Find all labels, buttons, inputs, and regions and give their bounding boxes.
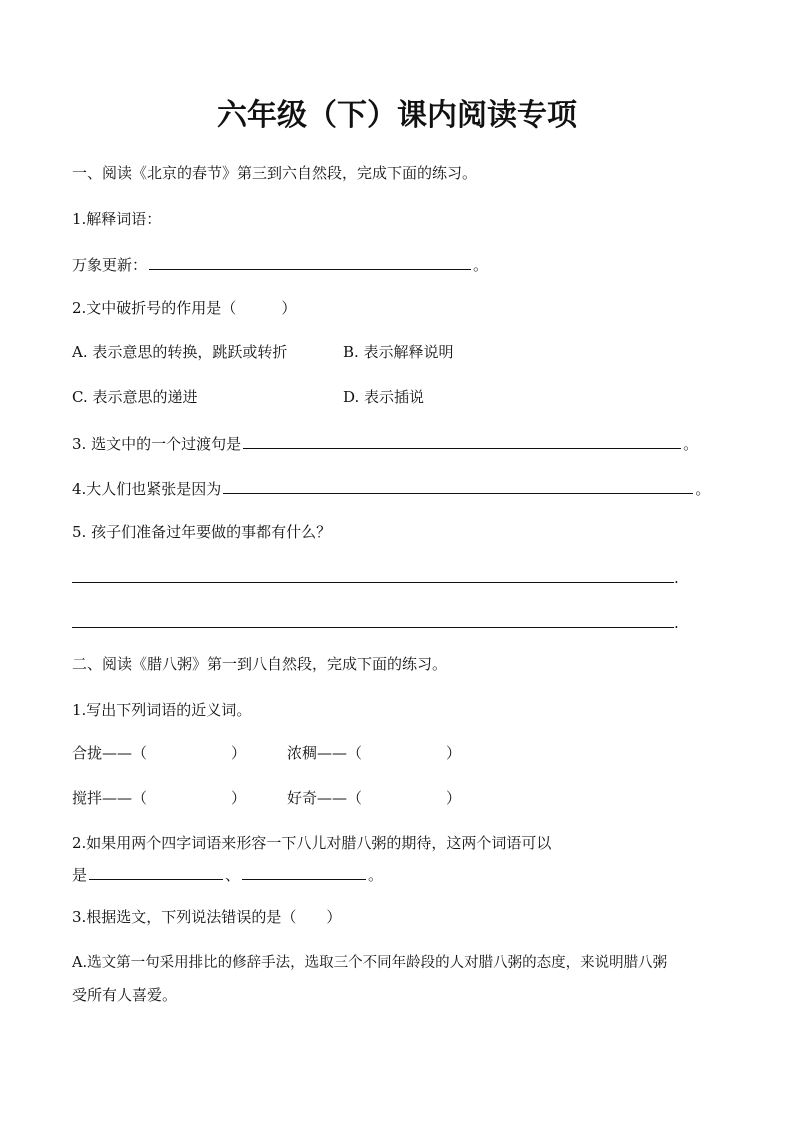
s1-q1-answer-blank[interactable] (149, 253, 471, 270)
s2-q1-close-2: ） (446, 744, 462, 762)
s1-q1-prompt: 1.解释词语： (72, 210, 162, 228)
s2-q3-option-a-line1[interactable]: A.选文第一句采用排比的修辞手法，选取三个不同年龄段的人对腊八粥的态度，来说明腊八粥 (72, 955, 668, 971)
page-title: 六年级（下）课内阅读专项 (217, 98, 577, 133)
s2-q1-word-3: 搅拌——（ (72, 789, 148, 807)
s1-q2-prompt: 2.文中破折号的作用是（ ） (72, 299, 297, 317)
s2-q3-option-a-line2: 受所有人喜爱。 (72, 986, 178, 1004)
s1-q3-row (72, 432, 698, 454)
s1-q4-answer-blank[interactable] (223, 477, 693, 494)
s2-q1-prompt: 1.写出下列词语的近义词。 (72, 701, 252, 719)
s2-q1-close-1: ） (231, 744, 247, 762)
s2-q1-pair-2 (287, 743, 461, 763)
s1-q4-end: 。 (695, 480, 711, 498)
s1-q5-prompt: 5. 孩子们准备过年要做的事都有什么？ (72, 523, 332, 541)
s2-q1-pair-4 (287, 788, 461, 808)
s1-q1-answer-row (72, 253, 488, 275)
s2-q2-blank-1[interactable] (89, 863, 223, 880)
s2-q1-pair-1 (72, 743, 246, 763)
s1-q1-end: 。 (473, 256, 489, 274)
s2-q1-close-3: ） (231, 789, 247, 807)
s1-q2-option-d[interactable]: D. 表示插说 (343, 388, 425, 406)
s1-q4-row (72, 477, 710, 499)
s2-q1-close-4: ） (446, 789, 462, 807)
section2-heading: 二、阅读《腊八粥》第一到八自然段，完成下面的练习。 (72, 655, 448, 673)
s2-q1-word-4: 好奇——（ (287, 789, 363, 807)
section1-heading: 一、阅读《北京的春节》第三到六自然段，完成下面的练习。 (72, 164, 478, 182)
s2-q2-answer-row (72, 863, 383, 885)
s2-q2-blank-2[interactable] (242, 863, 366, 880)
s1-q5-end-2: . (674, 614, 679, 632)
s2-q1-word-1: 合拢——（ (72, 744, 148, 762)
s1-q5-end-1: . (674, 569, 679, 587)
s2-q3-prompt: 3.根据选文，下列说法错误的是（ ） (72, 908, 342, 926)
s2-q1-word-2: 浓稠——（ (287, 744, 363, 762)
s2-q2-prompt: 2.如果用两个四字词语来形容一下八儿对腊八粥的期待，这两个词语可以 (72, 834, 552, 852)
s1-q2-option-c[interactable]: C. 表示意思的递进 (72, 388, 198, 406)
s2-q2-cont: 是 (72, 866, 88, 884)
s1-q2-option-b[interactable]: B. 表示解释说明 (343, 343, 454, 361)
s1-q3-end: 。 (683, 435, 699, 453)
s2-q2-end: 。 (368, 866, 384, 884)
s2-q2-sep: 、 (225, 866, 241, 884)
s1-q3-prompt: 3. 选文中的一个过渡句是 (72, 435, 242, 453)
s2-q1-pair-3 (72, 788, 246, 808)
s1-q2-option-a[interactable]: A. 表示意思的转换，跳跃或转折 (72, 343, 288, 361)
s1-q5-answer-line-2[interactable] (72, 627, 674, 628)
s1-q3-answer-blank[interactable] (243, 432, 681, 449)
s1-q1-term: 万象更新： (72, 256, 148, 274)
s1-q4-prompt: 4.大人们也紧张是因为 (72, 480, 222, 498)
s1-q5-answer-line-1[interactable] (72, 582, 674, 583)
